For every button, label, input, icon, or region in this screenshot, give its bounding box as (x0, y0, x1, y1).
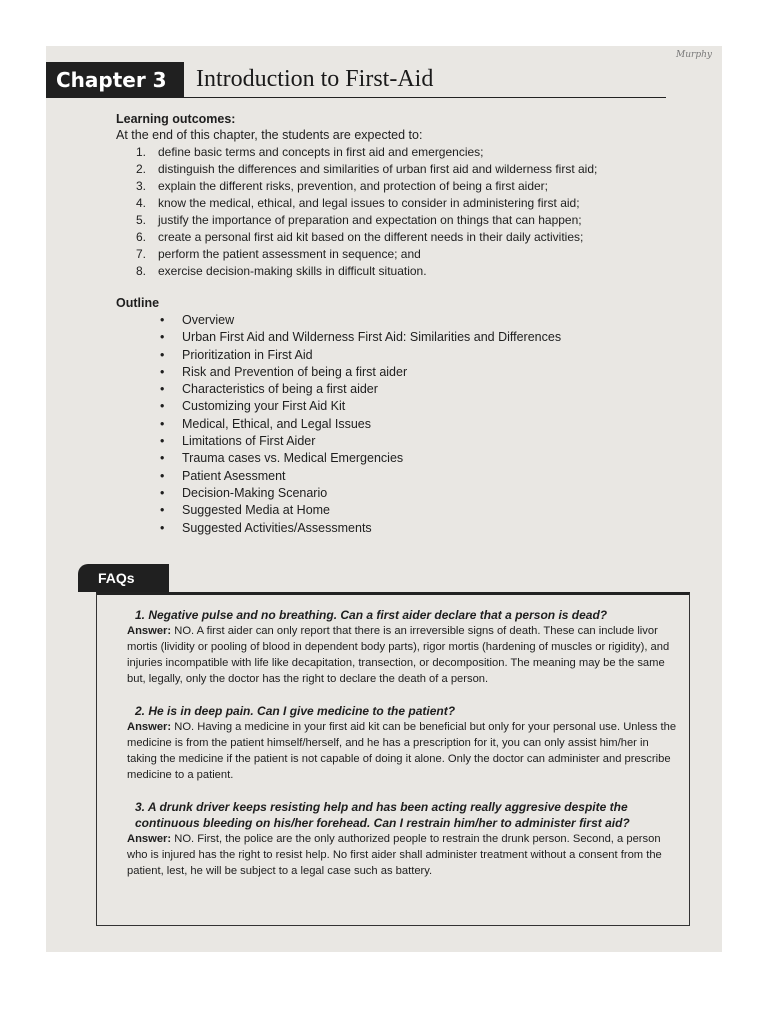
outcome-item (136, 178, 696, 195)
answer-label: Answer: (127, 625, 172, 637)
outline-item: • Patient Asessment (160, 468, 676, 485)
answer-label: Answer: (127, 833, 172, 845)
answer-text: NO. First, the police are the only authorized people to restrain the drunk person. Second, a person who is injured has the right to resist help. No first aider shall administer treatment without a consent from the patient, lest, he will be subject to a legal case such as battery. (127, 833, 662, 877)
outline-item: • Risk and Prevention of being a first aider (160, 364, 676, 381)
outcome-text: define basic terms and concepts in first aid and emergencies; (158, 145, 484, 159)
book-page (46, 46, 722, 952)
learning-outcomes-heading: Learning outcomes: (116, 112, 236, 126)
outcome-item (136, 195, 696, 212)
outcome-text: exercise decision-making skills in difficult situation. (158, 264, 427, 278)
faq-question: 1. Negative pulse and no breathing. Can a first aider declare that a person is dead? (135, 608, 608, 622)
faq-item (127, 799, 681, 879)
outcome-text: distinguish the differences and similarities of urban first aid and wilderness first aid; (158, 162, 598, 176)
faq-answer (127, 831, 681, 879)
outcome-number: 7. (136, 247, 147, 261)
learning-outcomes-section (116, 112, 696, 280)
outline-item: • Suggested Activities/Assessments (160, 520, 676, 537)
faq-question: 2. He is in deep pain. Can I give medicine to the patient? (135, 704, 456, 718)
answer-text: NO. Having a medicine in your first aid kit can be beneficial but only for your personal use. Unless the medicine is from the patient himself/herself, and he has a prescription for it, you can only assist him/her in taking the medicine if the patient is not capable of doing it alone. Only the doctor can administer and prescribe medicine to a patient. (127, 721, 677, 781)
outline-item: • Customizing your First Aid Kit (160, 398, 676, 415)
outcome-item (136, 144, 696, 161)
outcome-text: perform the patient assessment in sequence; and (158, 247, 421, 261)
outcome-item (136, 212, 696, 229)
faq-question: 3. A drunk driver keeps resisting help and has been acting really aggresive despite the continuous bleeding on his/her forehead. Can I restrain him/her to administer first aid? (135, 800, 630, 830)
faq-answer (127, 719, 681, 783)
faqs-box (96, 592, 690, 926)
outline-section (116, 296, 676, 537)
outline-item: • Medical, Ethical, and Legal Issues (160, 416, 676, 433)
outcome-item (136, 161, 696, 178)
outline-item: • Limitations of First Aider (160, 433, 676, 450)
faq-item (127, 703, 681, 783)
faq-answer (127, 623, 681, 687)
outcome-text: create a personal first aid kit based on the different needs in their daily activities; (158, 230, 584, 244)
learning-outcomes-list (136, 144, 696, 280)
answer-text: NO. A first aider can only report that there is an irreversible signs of death. These can include livor mortis (lividity or pooling of blood in dependent body parts), rigor mortis (hardening of muscles or rigidity), and injuries incompatible with life like decapitation, transection, or decomposition. The meaning may be the same but, legally, only the doctor has the right to declare the death of a person. (127, 625, 670, 685)
outcome-text: know the medical, ethical, and legal issues to consider in administering first aid; (158, 196, 580, 210)
outcome-item (136, 229, 696, 246)
answer-label: Answer: (127, 721, 172, 733)
outline-item: • Trauma cases vs. Medical Emergencies (160, 450, 676, 467)
outcome-number: 8. (136, 264, 147, 278)
outcome-number: 1. (136, 145, 147, 159)
chapter-label: Chapter 3 (46, 62, 184, 98)
margin-note: Murphy (676, 50, 712, 60)
outcome-number: 5. (136, 213, 147, 227)
outline-item: • Overview (160, 312, 676, 329)
outline-item: • Suggested Media at Home (160, 502, 676, 519)
outcome-text: justify the importance of preparation and expectation on things that can happen; (158, 213, 582, 227)
outcome-number: 2. (136, 162, 147, 176)
chapter-header (46, 62, 666, 98)
outline-item: • Urban First Aid and Wilderness First Aid: Similarities and Differences (160, 329, 676, 346)
outcome-text: explain the different risks, prevention, and protection of being a first aider; (158, 179, 549, 193)
learning-outcomes-intro: At the end of this chapter, the students are expected to: (116, 128, 423, 142)
faqs-label: FAQs (78, 564, 169, 592)
outline-list (160, 312, 676, 537)
outcome-number: 6. (136, 230, 147, 244)
outline-item: • Prioritization in First Aid (160, 347, 676, 364)
faq-item (127, 607, 681, 687)
outcome-item (136, 263, 696, 280)
chapter-title: Introduction to First-Aid (184, 66, 666, 98)
outcome-item (136, 246, 696, 263)
outcome-number: 3. (136, 179, 147, 193)
outline-heading: Outline (116, 296, 160, 310)
outline-item: • Decision-Making Scenario (160, 485, 676, 502)
outcome-number: 4. (136, 196, 147, 210)
outline-item: • Characteristics of being a first aider (160, 381, 676, 398)
